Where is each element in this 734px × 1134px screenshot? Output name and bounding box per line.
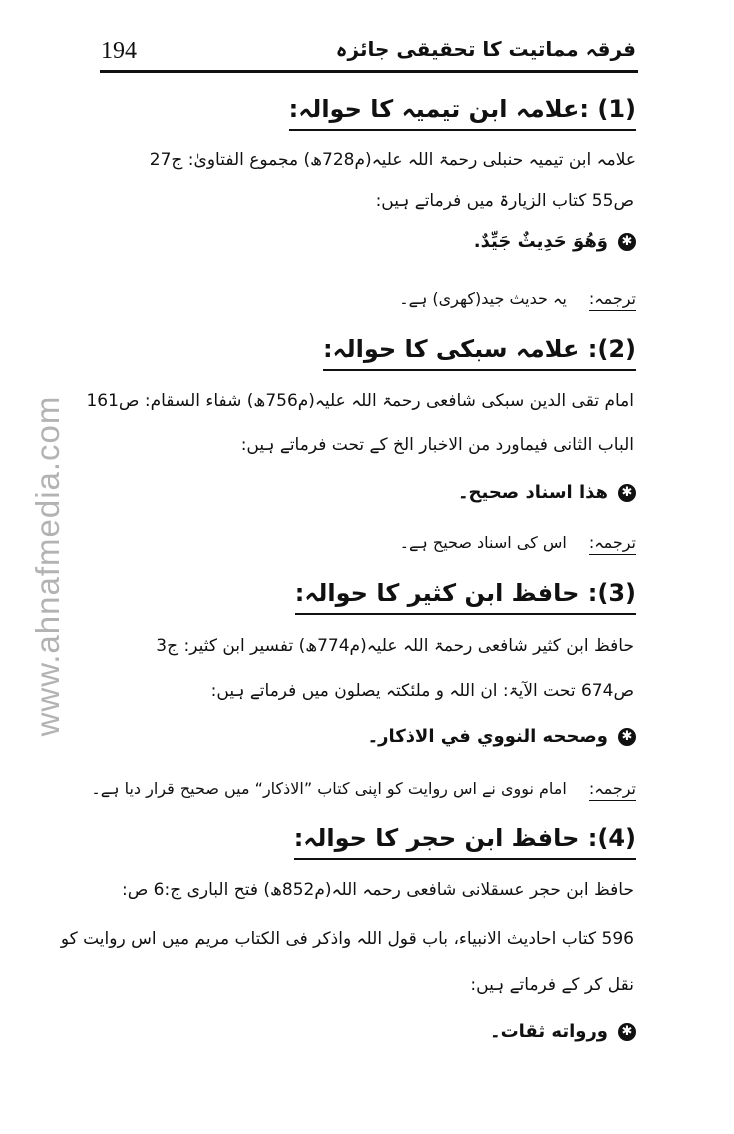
- quote-text: وَهُوَ حَدِيثٌ جَيِّدٌ.: [473, 231, 608, 252]
- watermark: www.ahnafmedia.com: [29, 395, 66, 737]
- quote-line: [368, 722, 636, 752]
- quote-line: [458, 478, 636, 508]
- quote-line: [474, 227, 636, 257]
- translation-text: یہ حدیث جید(کھری) ہے۔: [399, 289, 567, 308]
- section-heading: (1) :علامہ ابن تیمیہ کا حوالہ:: [289, 92, 636, 131]
- citation-line: ص674 تحت الآیۃ: ان اللہ و ملئکتہ یصلون میں فرماتے ہیں:: [210, 681, 634, 701]
- star-bullet-icon: ✱: [618, 233, 636, 251]
- quote-text: وصححه النووي في الاذكار۔: [367, 726, 608, 747]
- translation-label: ترجمہ:: [589, 288, 636, 311]
- citation-line: امام تقی الدین سبکی شافعی رحمۃ اللہ علیہ(م756ھ) شفاء السقام: ص161: [86, 391, 634, 411]
- citation-line: 596 کتاب احادیث الانبیاء، باب قول اللہ واذکر فی الکتاب مریم میں اس روایت کو: [60, 929, 634, 949]
- header-rule: [100, 70, 638, 73]
- star-bullet-icon: ✱: [618, 1023, 636, 1041]
- star-bullet-icon: ✱: [618, 728, 636, 746]
- citation-line: نقل کر کے فرماتے ہیں:: [470, 975, 634, 995]
- translation-label: ترجمہ:: [589, 532, 636, 555]
- quote-text: ورواته ثقات۔: [490, 1021, 608, 1042]
- citation-line: حافظ ابن کثیر شافعی رحمۃ اللہ علیہ(م774ھ) تفسیر ابن کثیر: ج3: [156, 636, 634, 656]
- translation-text: اس کی اسناد صحیح ہے۔: [399, 533, 567, 552]
- quote-text: ھذا اسناد صحیح۔: [457, 482, 608, 503]
- citation-line: علامہ ابن تیمیہ حنبلی رحمۃ اللہ علیہ(م728ھ) مجموع الفتاویٰ: ج27: [149, 150, 636, 170]
- section-heading: (4): حافظ ابن حجر کا حوالہ:: [294, 821, 636, 860]
- translation-line: [400, 528, 636, 558]
- book-title: فرقہ مماتیت کا تحقیقی جائزہ: [335, 37, 636, 61]
- citation-line: حافظ ابن حجر عسقلانی شافعی رحمہ اللہ(م852ھ) فتح الباری ج:6 ص:: [121, 880, 634, 900]
- translation-text: امام نووی نے اس روایت کو اپنی کتاب ”الاذکار“ میں صحیح قرار دیا ہے۔: [91, 779, 567, 798]
- star-bullet-icon: ✱: [618, 484, 636, 502]
- page-number: 194: [101, 38, 137, 64]
- citation-line: الباب الثانی فیماورد من الاخبار الخ کے تحت فرماتے ہیں:: [240, 435, 634, 455]
- translation-line: [399, 284, 636, 314]
- translation-label: ترجمہ:: [589, 778, 636, 801]
- translation-line: [91, 774, 636, 804]
- section-heading: (2): علامہ سبکی کا حوالہ:: [323, 332, 636, 371]
- quote-line: [490, 1017, 636, 1047]
- section-heading: (3): حافظ ابن کثیر کا حوالہ:: [295, 576, 636, 615]
- citation-line: ص55 کتاب الزیارۃ میں فرماتے ہیں:: [375, 191, 634, 211]
